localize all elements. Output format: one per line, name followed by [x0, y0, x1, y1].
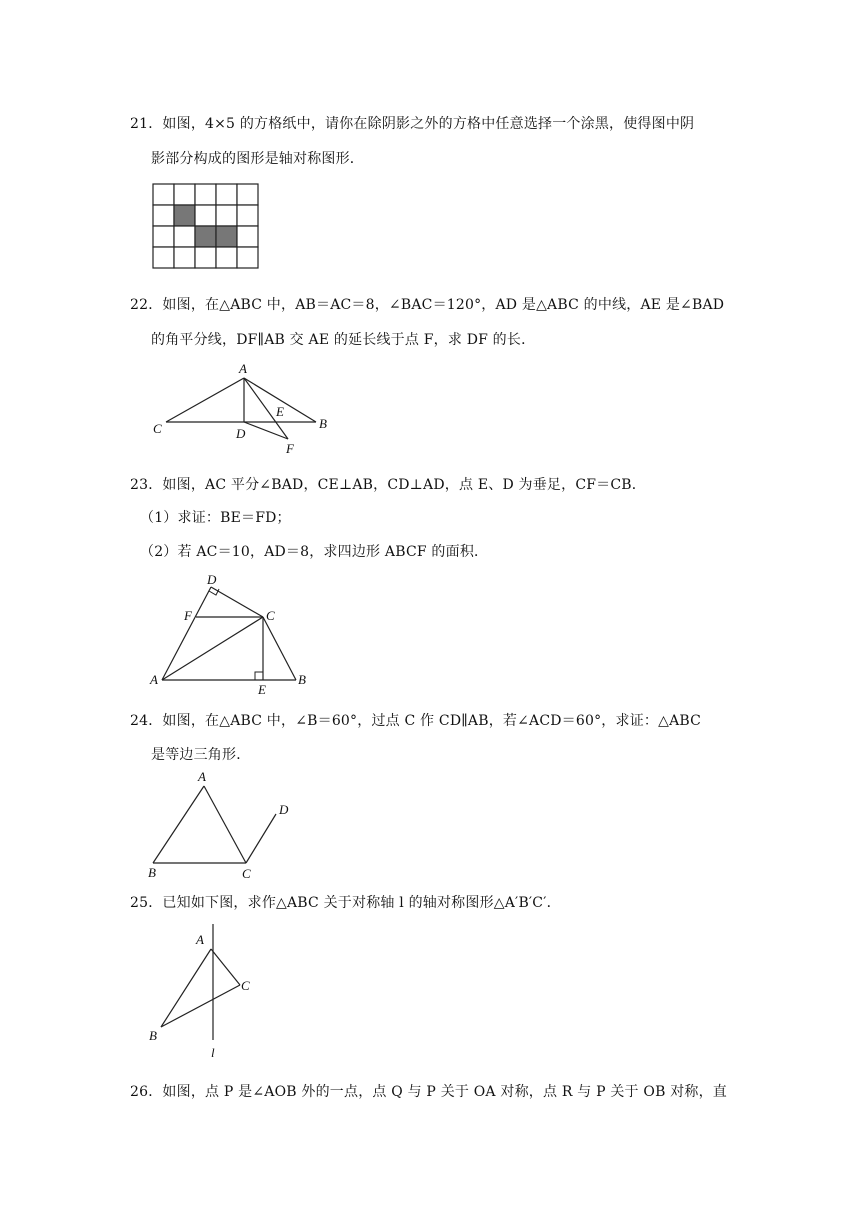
q22-line-2: 的角平分线，DF∥AB 交 AE 的延长线于点 F，求 DF 的长． [151, 332, 536, 348]
grid-cell [153, 226, 174, 247]
q25-segment-ba [161, 949, 211, 1027]
q23-segment-dc [211, 587, 263, 617]
q26-number: 26． [130, 1084, 163, 1100]
grid-cell [237, 226, 258, 247]
q26-text-1: 如图，点 P 是∠AOB 外的一点，点 Q 与 P 关于 OA 对称，点 R 与 P 关于 OB 对称，直 [162, 1084, 728, 1100]
grid-cell-shaded [174, 205, 195, 226]
grid-cell [153, 205, 174, 226]
q25-label-b: B [149, 1028, 157, 1043]
q24-segment-ab [153, 786, 204, 863]
q23-segment-cb [263, 617, 296, 680]
grid-cell-shaded [195, 226, 216, 247]
grid-cell [195, 205, 216, 226]
q23-label-a: A [150, 672, 158, 687]
grid-cell [153, 247, 174, 268]
q24-label-c: C [242, 866, 251, 881]
grid-cell [153, 184, 174, 205]
q22-line-1 [130, 294, 724, 314]
q26-line-1 [130, 1081, 727, 1101]
grid-cell-shaded [216, 226, 237, 247]
q25-label-l: l [211, 1045, 215, 1060]
q22-label-c: C [153, 421, 162, 436]
q23-label-b: B [298, 672, 306, 687]
q24-segment-cd [246, 814, 276, 863]
q24-label-a: A [198, 769, 206, 784]
q24-segment-ac [204, 786, 246, 863]
q25-segment-cb [161, 985, 240, 1027]
q21-line-2: 影部分构成的图形是轴对称图形． [151, 151, 364, 167]
q23-segment-ac [162, 617, 263, 680]
q25-text-1: 已知如下图，求作△ABC 关于对称轴 l 的轴对称图形△A′B′C′． [162, 895, 561, 911]
q23-label-d: D [207, 572, 217, 587]
q25-label-a: A [196, 932, 204, 947]
grid-cell [174, 247, 195, 268]
q24-label-d: D [279, 802, 289, 817]
q25-line-1 [130, 892, 561, 912]
q25-figure [145, 922, 260, 1062]
q23-label-e: E [258, 682, 266, 697]
q22-label-b: B [319, 416, 327, 431]
q23-right-angle-e [255, 672, 263, 680]
q24-number: 24． [130, 713, 163, 729]
q24-line-2: 是等边三角形． [151, 747, 251, 763]
q23-sub-1: （1）求证：BE＝FD； [140, 510, 291, 526]
grid-cell [237, 247, 258, 268]
q24-line-1 [130, 710, 701, 730]
q25-segment-ac [211, 949, 240, 985]
grid-cell [216, 247, 237, 268]
q23-number: 23． [130, 477, 163, 493]
q23-text-1: 如图，AC 平分∠BAD，CE⊥AB，CD⊥AD，点 E、D 为垂足，CF＝CB． [162, 477, 646, 493]
q23-line-1 [130, 474, 646, 494]
q21-number: 21． [130, 116, 163, 132]
q21-text-1: 如图，4×5 的方格纸中，请你在除阴影之外的方格中任意选择一个涂黑，使得图中阴 [162, 116, 695, 132]
grid-cell [195, 184, 216, 205]
grid-cell [237, 184, 258, 205]
q22-label-a: A [239, 361, 247, 376]
grid-cell [216, 205, 237, 226]
q24-label-b: B [148, 865, 156, 880]
q24-text-1: 如图，在△ABC 中，∠B＝60°，过点 C 作 CD∥AB，若∠ACD＝60°，求证：△ABC [162, 713, 702, 729]
q21-line-1 [130, 113, 694, 133]
q22-text-1: 如图，在△ABC 中，AB＝AC＝8，∠BAC＝120°，AD 是△ABC 的中线，AE 是∠BAD [162, 297, 725, 313]
grid-cell [174, 226, 195, 247]
q23-sub-2: （2）若 AC＝10，AD＝8，求四边形 ABCF 的面积． [140, 544, 489, 560]
grid-cell [174, 184, 195, 205]
grid-cell [216, 184, 237, 205]
q22-number: 22． [130, 297, 163, 313]
q22-figure [148, 360, 338, 456]
q23-figure [148, 570, 318, 695]
q25-number: 25． [130, 895, 163, 911]
q22-label-e: E [276, 404, 284, 419]
q22-segment-ca [166, 378, 244, 422]
q23-label-c: C [266, 608, 275, 623]
q25-label-c: C [241, 978, 250, 993]
grid-cell [237, 205, 258, 226]
q21-grid-figure [150, 181, 262, 275]
q22-label-d: D [236, 426, 246, 441]
q22-label-f: F [286, 441, 294, 456]
q23-right-angle-d [209, 589, 219, 595]
q23-segment-ad [162, 587, 211, 680]
grid-cell [195, 247, 216, 268]
q24-figure [145, 768, 305, 880]
q23-label-f: F [184, 608, 192, 623]
